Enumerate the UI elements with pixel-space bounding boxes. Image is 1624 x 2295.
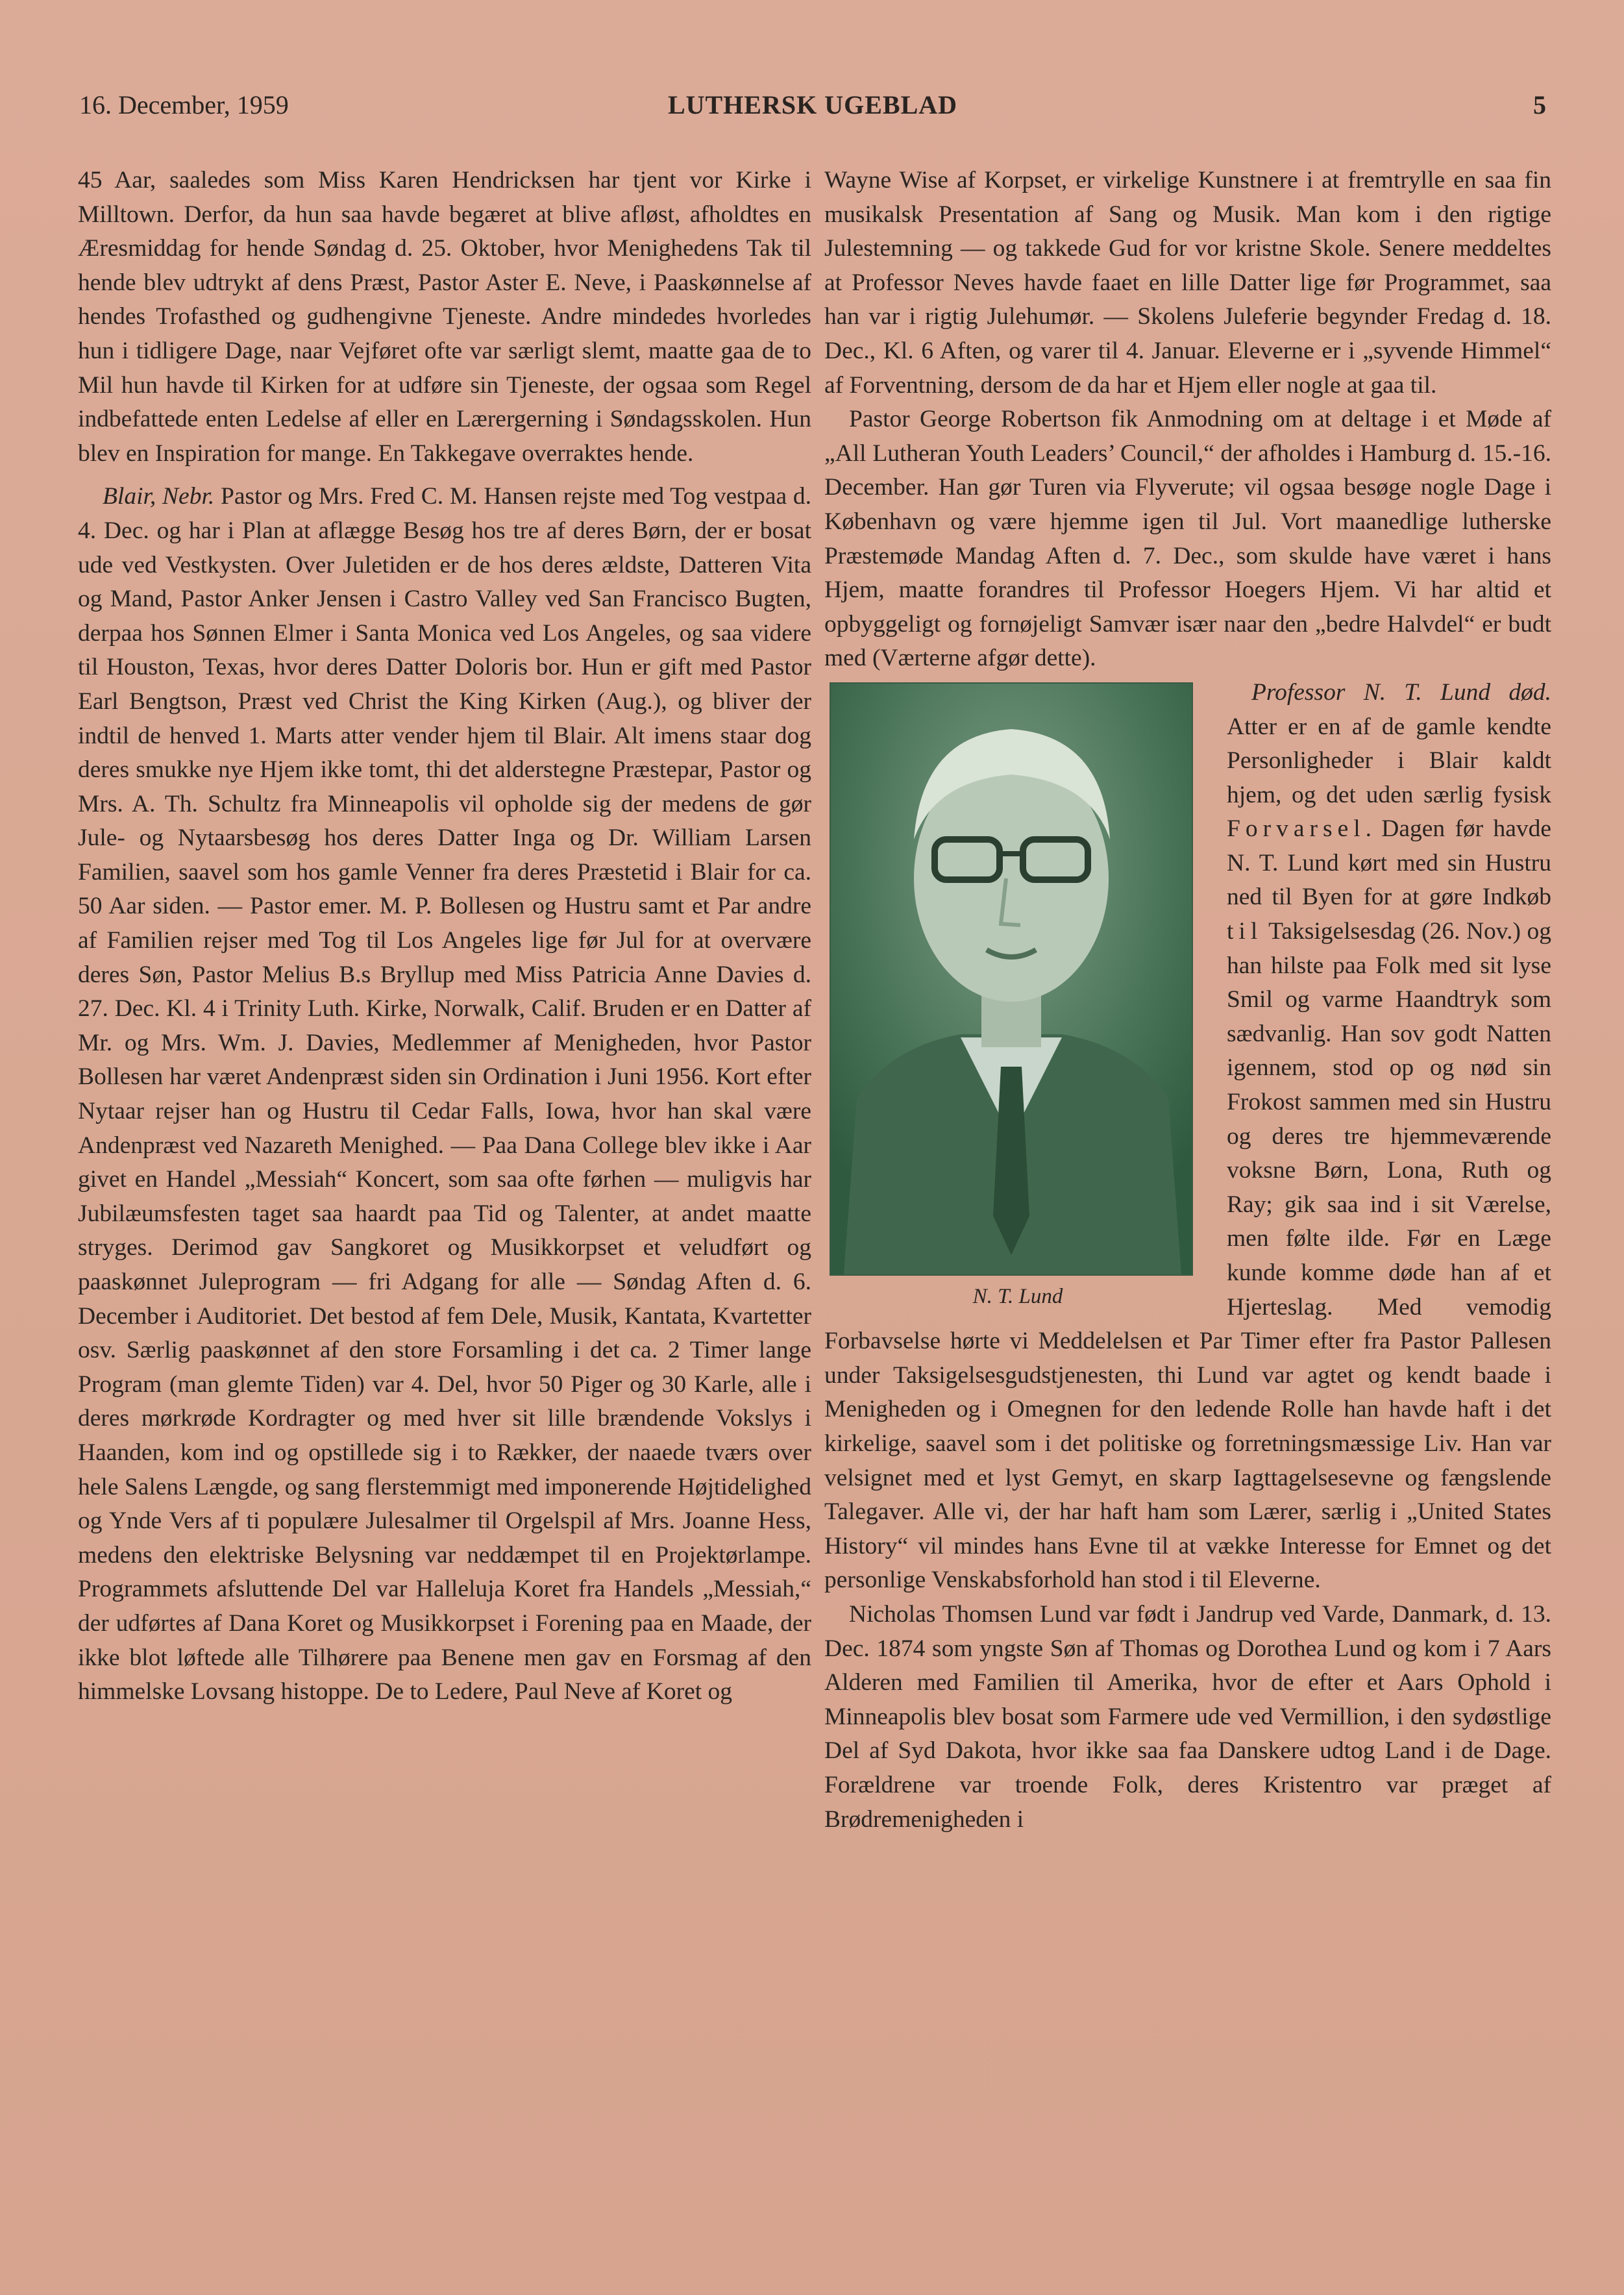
article-heading: Professor N. T. Lund død.: [1251, 678, 1551, 706]
photo-caption: N. T. Lund: [972, 1284, 1063, 1308]
dateline: Blair, Nebr.: [103, 483, 215, 510]
portrait-photo: [830, 682, 1193, 1276]
article-paragraph: Professor N. T. Lund død. Atter er en af de gamle kendte Personligheder i Blair kaldt hjem, og det uden særlig fysisk Forvarsel. Dagen før havde N. T. Lund kørt med sin Hustru ned til Byen for at gøre Indkøb til Taksigelsesdag (26. Nov.) og han hilste paa Folk med sit lyse Smil og varme Haandtryk som sædvanlig. Han sov godt Natten igennem, stod op og nød sin Frokost sammen med sin Hustru og deres tre hjemmeværende voksne Børn, Lona, Ruth og Ray; gik saa ind i sit Værelse, men følte ilde. Før en Læge kunde komme døde han af et Hjerteslag. Med vemodig Forbavselse hørte vi Meddelelsen et Par Timer efter fra Pastor Pallesen under Taksigelsesgudstjenesten, thi Lund var agtet og kendt baade i Menigheden og i Omegnen for den ledende Rolle han havde haft i det kirkelige, saavel som i det politiske og forretningsmæssige Liv. Han var velsignet med et lyst Gemyt, en skarp Iagttagelsesevne og fængslende Talegaver. Alle vi, der har haft ham som Lærer, særlig i „United States History“ vil mindes hans Evne til at vække Interesse for Emnet og det personlige Venskabsforhold han stod i til Eleverne.: [824, 678, 1551, 1594]
article-paragraph: Wayne Wise af Korpset, er virkelige Kunstnere i at fremtrylle en saa fin musikalsk Presentation af Sang og Musik. Man kom i den rigtige Julestemning — og takkede Gud for vor kristne Skole. Senere meddeltes at Professor Neves havde faaet en lille Datter lige før Programmet, saa han var i rigtig Julehumør. — Skolens Juleferie begynder Fredag d. 18. Dec., Kl. 6 Aften, og varer til 4. Januar. Eleverne er i „syvende Himmel“ af Forventning, dersom de da har et Hjem eller nogle at gaa til.: [824, 167, 1551, 399]
article-paragraph: [78, 480, 811, 1709]
issue-date: 16. December, 1959: [79, 90, 289, 119]
left-column: [78, 164, 811, 1709]
paragraph-text: Pastor og Mrs. Fred C. M. Hansen rejste med Tog vestpaa d. 4. Dec. og har i Plan at aflægge Besøg hos tre af deres Børn, der er bosat ude ved Vestkysten. Over Juletiden er de hos deres ældste, Datteren Vita og Mand, Pastor Anker Jensen i Castro Valley ved San Francisco Bugten, derpaa hos Sønnen Elmer i Santa Monica ved Los Angeles, og saa videre til Houston, Texas, hvor deres Datter Doloris bor. Hun er gift med Pastor Earl Bengtson, Præst ved Christ the King Kirken (Aug.), og bliver der indtil de henved 1. Marts atter vender hjem til Blair. Alt imens staar dog deres smukke nye Hjem ikke tomt, thi det alderstegne Præstepar, Pastor og Mrs. A. Th. Schultz fra Minneapolis vil opholde sig der medens de gør Jule- og Nytaarsbesøg hos deres Datter Inga og Dr. William Larsen Familien, saavel som hos gamle Venner fra deres Præstetid i Blair for ca. 50 Aar siden. — Pastor emer. M. P. Bollesen og Hustru samt et Par andre af Familien rejser med Tog til Los Angeles lige før Jul for at overvære deres Søn, Pastor Melius B.s Bryllup med Miss Patricia Anne Davies d. 27. Dec. Kl. 4 i Trinity Luth. Kirke, Norwalk, Calif. Bruden er en Datter af Mr. og Mrs. Wm. J. Davies, Medlemmer af Menigheden, hvor Pastor Bollesen har været Andenpræst siden sin Ordination i Juni 1956. Kort efter Nytaar rejser han og Hustru til Cedar Falls, Iowa, hvor han skal være Andenpræst ved Nazareth Menighed. — Paa Dana College blev ikke i Aar givet en Handel „Messiah“ Koncert, som saa ofte førhen — muligvis har Jubilæumsfesten taget saa haardt paa Tid og Talenter, at andet maatte stryges. Derimod gav Sangkoret og Musikkorpset et veludført og paaskønnet Juleprogram — fri Adgang for alle — Søndag Aften d. 6. December i Auditoriet. Det bestod af fem Dele, Musik, Kantata, Kvartetter osv. Særlig paaskønnet af den store Forsamling i det ca. 2 Timer lange Program (man glemte Tiden) var 4. Del, hvor 50 Piger og 30 Karle, alle i deres mørkrøde Kordragter og med hver sit lille brændende Vokslys i Haanden, kom ind og opstillede sig i to Rækker, der naaede tværs over hele Salens Længde, og sang flerstemmigt med imponerende Højtidelighed og Ynde Vers af ti populære Julesalmer til Orgelspil af Mrs. Joanne Hess, medens den elektriske Belysning var neddæmpet til en Projektørlampe. Programmets afsluttende Del var Halleluja Koret fra Handels „Messiah,“ der udførtes af Dana Koret og Musikkorpset i Forening paa en Maade, der ikke blot løftede alle Tilhørere paa Benene men gav en Forsmag af den himmelske Lovsang histoppe. De to Ledere, Paul Neve af Koret og: [78, 483, 812, 1706]
article-paragraph: 45 Aar, saaledes som Miss Karen Hendricksen har tjent vor Kirke i Milltown. Derfor, da hun saa havde begæret at blive afløst, afholdtes en Æresmiddag for hende Søndag d. 25. Oktober, hvor Menighedens Tak til hende blev udtrykt af dens Præst, Pastor Aster E. Neve, i Paaskønnelse af hendes Trofasthed og gudhengivne Tjeneste. Andre mindedes hvorledes hun i tidligere Dage, naar Vejføret ofte var særligt slemt, maatte gaa de to Mil hun havde til Kirken for at udføre sin Tjeneste, der ogsaa som Regel indbefattede enten Ledelse af eller en Lærergerning i Søndagsskolen. Hun blev en Inspiration for mange. En Takkegave overraktes hende.: [78, 167, 811, 467]
page-header: [79, 90, 1546, 129]
article-paragraph: Pastor George Robertson fik Anmodning om at deltage i et Møde af „All Lutheran Youth Leaders’ Council,“ der afholdes i Hamburg d. 15.-16. December. Han gør Turen via Flyverute; vil ogsaa besøge nogle Dage i København og være hjemme igen til Jul. Vort maanedlige lutherske Præstemøde Mandag Aften d. 7. Dec., som skulde have været i hans Hjem, maatte forandres til Professor Hoegers Hjem. Vi har altid et opbyggeligt og fornøjeligt Samvær især naar den „bedre Halvdel“ er budt med (Værterne afgør dette).: [824, 406, 1551, 672]
photo-figure: [830, 682, 1206, 1309]
publication-title: LUTHERSK UGEBLAD: [667, 90, 958, 119]
article-paragraph: Nicholas Thomsen Lund var født i Jandrup ved Varde, Danmark, d. 13. Dec. 1874 som yngste Søn af Thomas og Dorothea Lund og kom i 7 Aars Alderen med Familien til Amerika, hvor de efter et Aars Ophold i Minneapolis blev bosat som Farmere ude ved Vermillion, i den sydøstlige Del af Syd Dakota, hvor ikke saa faa Danskere udtog Land i de Dage. Forældrene var troende Folk, deres Kristentro var præget af Brødremenigheden i: [824, 1600, 1551, 1833]
right-column: [824, 164, 1551, 1837]
page-number: 5: [1533, 90, 1546, 119]
